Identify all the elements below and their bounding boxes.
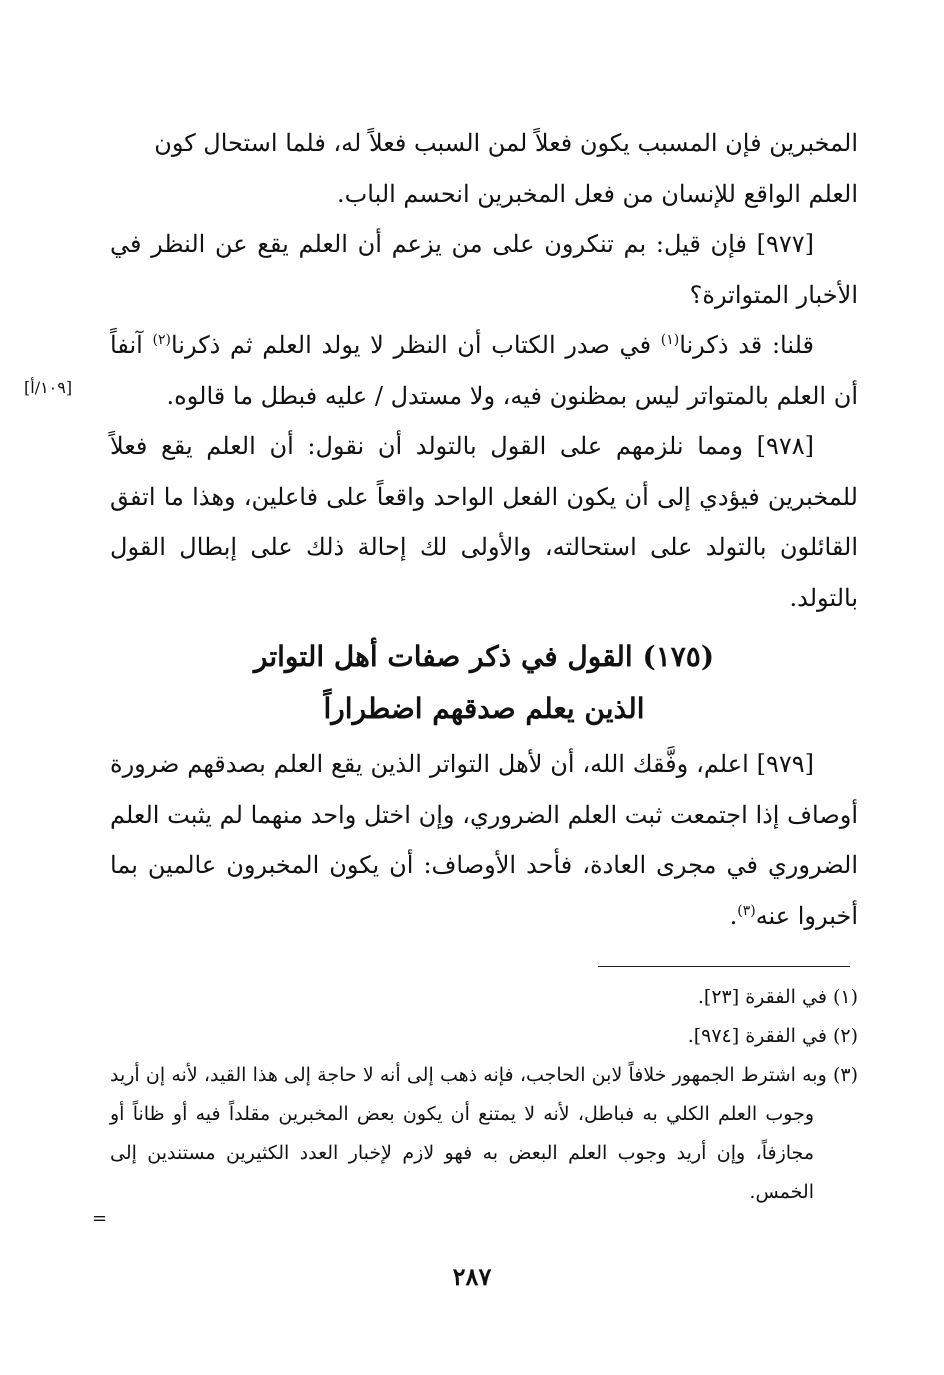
paragraph-continuation <box>110 118 858 219</box>
manuscript-folio-ref: [١٠٩/أ] <box>24 378 73 397</box>
paragraph-977: [٩٧٧] فإن قيل: بم تنكرون على من يزعم أن العلم يقع عن النظر في الأخبار المتواترة؟ <box>110 230 858 309</box>
answer-text-b: في صدر الكتاب أن النظر لا يولد العلم ثم ذكرنا <box>170 331 661 359</box>
footnote-separator <box>598 966 850 967</box>
footnote-2: (٢) في الفقرة [٩٧٤]. <box>687 1025 858 1047</box>
continuation-mark: = <box>92 1208 108 1229</box>
footnote-3: (٣) وبه اشترط الجمهور خلافاً لابن الحاجب، فإنه ذهب إلى أنه لا حاجة إلى هذا القيد، لأنه إن أريد وجوب العلم الكلي به فباطل، لأنه لا يمتنع أن يكون بعض المخبرين مقلداً فيه أو ظاناً أو مجازفاً، وإن أريد وجوب العلم البعض به فهو لازم لإخبار العدد الكثيرين مستندين إلى الخمس. <box>110 1064 858 1203</box>
heading-line-1: (١٧٥) القول في ذكر صفات أهل التواتر <box>253 640 715 673</box>
paragraph-979 <box>110 739 858 941</box>
paragraph-979-end: . <box>729 901 738 930</box>
line-2: العلم الواقع للإنسان من فعل المخبرين انحسم الباب. <box>337 179 858 208</box>
answer-text-a: قلنا: قد ذكرنا <box>679 331 815 359</box>
heading-line-2: الذين يعلم صدقهم اضطراراً <box>323 692 645 725</box>
footnote-ref-3[interactable]: (٣) <box>737 902 756 919</box>
footnote-ref-1[interactable]: (١) <box>660 332 680 348</box>
paragraph-979-text: [٩٧٩] اعلم، وفَّقك الله، أن لأهل التواتر الذين يقع العلم بصدقهم ضرورة أوصاف إذا اجتمعت ثبت العلم الضروري، وإن اختل واحد منهما لم يثبت العلم الضروري في مجرى العادة، فأحد الأوصاف: أن يكون المخبرون عالمين بما أخبروا عنه <box>110 750 858 930</box>
footnotes <box>110 978 858 1212</box>
page-number: ٢٨٧ <box>452 1262 492 1291</box>
paragraph-978: [٩٧٨] ومما نلزمهم على القول بالتولد أن نقول: أن العلم يقع فعلاً للمخبرين فيؤدي إلى أن يكون الفعل الواحد واقعاً على فاعلين، وهذا ما اتفق القائلون بالتولد على استحالته، والأولى لك إحالة ذلك على إبطال القول بالتولد. <box>110 432 858 612</box>
footnote-1: (١) في الفقرة [٢٣]. <box>697 986 858 1008</box>
section-heading <box>110 631 858 735</box>
paragraph-answer <box>110 320 858 421</box>
line-1: المخبرين فإن المسبب يكون فعلاً لمن السبب فعلاً له، فلما استحال كون <box>154 129 858 157</box>
footnote-ref-2[interactable]: (٢) <box>152 332 171 348</box>
main-text <box>110 118 858 941</box>
answer-text-c: آنفاً أن العلم بالمتواتر ليس بمظنون فيه، ولا مستدل / عليه فبطل ما قالوه. <box>110 331 858 410</box>
